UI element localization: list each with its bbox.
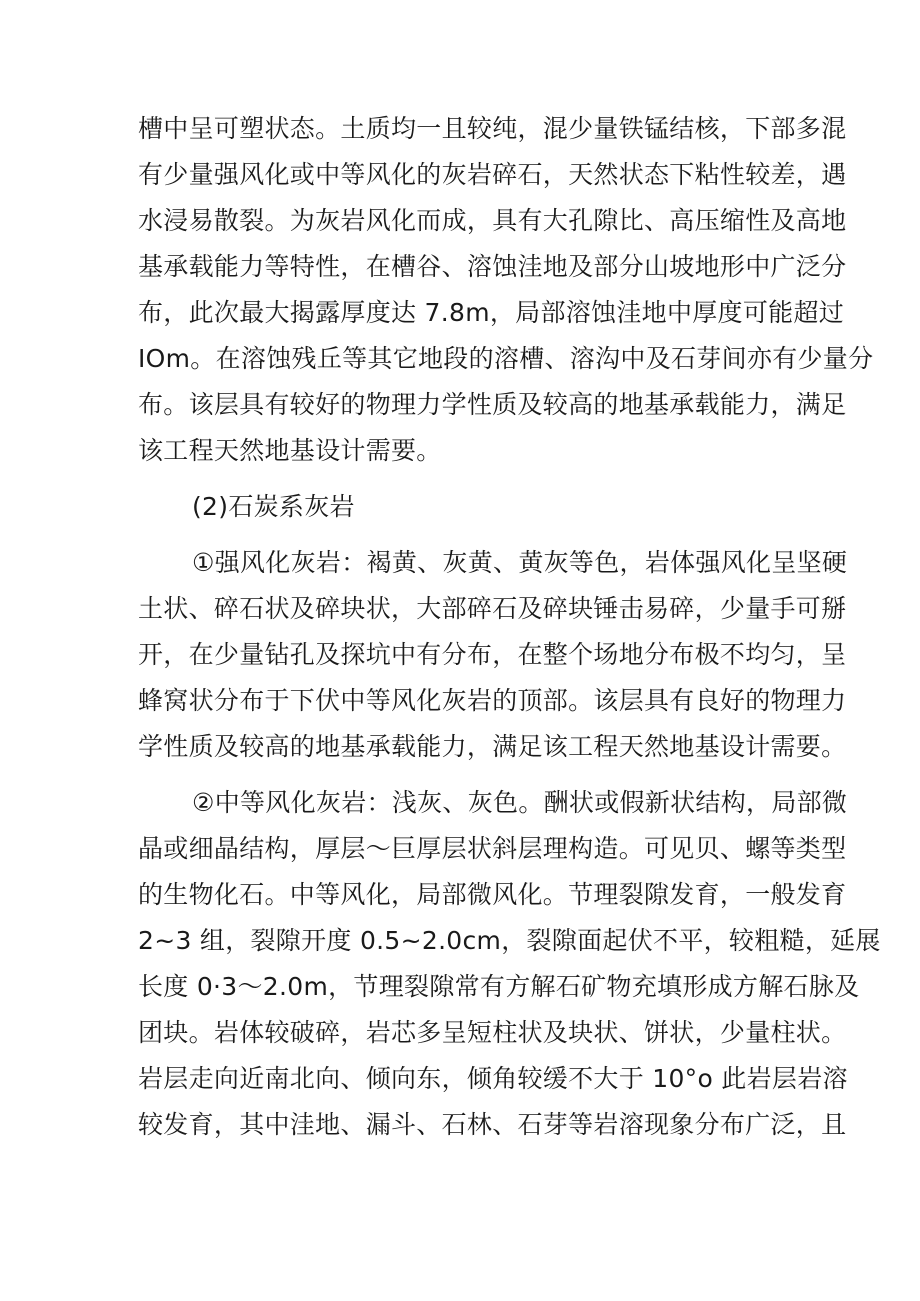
text-line: 团块。岩体较破碎，岩芯多呈短柱状及块状、饼状，少量柱状。 — [138, 1018, 847, 1047]
text-line: 学性质及较高的地基承载能力，满足该工程天然地基设计需要。 — [138, 732, 847, 761]
text-line: 土状、碎石状及碎块状，大部碎石及碎块锤击易碎，少量手可掰 — [138, 594, 847, 623]
text-line: 开，在少量钻孔及探坑中有分布，在整个场地分布极不均匀，呈 — [138, 640, 847, 669]
text-line: 布，此次最大揭露厚度达 7.8m，局部溶蚀洼地中厚度可能超过 — [138, 298, 845, 327]
text-line: 基承载能力等特性，在槽谷、溶蚀洼地及部分山坡地形中广泛分 — [138, 252, 847, 281]
text-line: 该工程天然地基设计需要。 — [138, 436, 442, 465]
text-line: 布。该层具有较好的物理力学性质及较高的地基承载能力，满足 — [138, 390, 847, 419]
paragraph-first-line: ②中等风化灰岩：浅灰、灰色。酬状或假新状结构，局部微 — [192, 788, 848, 817]
text-line: 岩层走向近南北向、倾向东，倾角较缓不大于 10°o 此岩层岩溶 — [138, 1064, 848, 1093]
text-line: 2~3 组，裂隙开度 0.5~2.0cm，裂隙面起伏不平，较粗糙，延展 — [138, 926, 881, 955]
section-heading: (2)石炭系灰岩 — [192, 492, 355, 521]
text-line: 有少量强风化或中等风化的灰岩碎石，天然状态下粘性较差，遇 — [138, 160, 847, 189]
text-line: IOm。在溶蚀残丘等其它地段的溶槽、溶沟中及石芽间亦有少量分 — [138, 344, 874, 373]
document-body — [138, 106, 881, 1148]
text-line: 长度 0·3～2.0m，节理裂隙常有方解石矿物充填形成方解石脉及 — [138, 972, 860, 1001]
text-line: 槽中呈可塑状态。土质均一且较纯，混少量铁锰结核，下部多混 — [138, 114, 847, 143]
paragraph-first-line: ①强风化灰岩：褐黄、灰黄、黄灰等色，岩体强风化呈坚硬 — [192, 548, 848, 577]
text-line: 晶或细晶结构，厚层～巨厚层状斜层理构造。可见贝、螺等类型 — [138, 834, 847, 863]
text-line: 水浸易散裂。为灰岩风化而成，具有大孔隙比、高压缩性及高地 — [138, 206, 847, 235]
text-line: 较发育，其中洼地、漏斗、石林、石芽等岩溶现象分布广泛，且 — [138, 1110, 847, 1139]
text-line: 蜂窝状分布于下伏中等风化灰岩的顶部。该层具有良好的物理力 — [138, 686, 847, 715]
text-line: 的生物化石。中等风化，局部微风化。节理裂隙发育，一般发育 — [138, 880, 847, 909]
